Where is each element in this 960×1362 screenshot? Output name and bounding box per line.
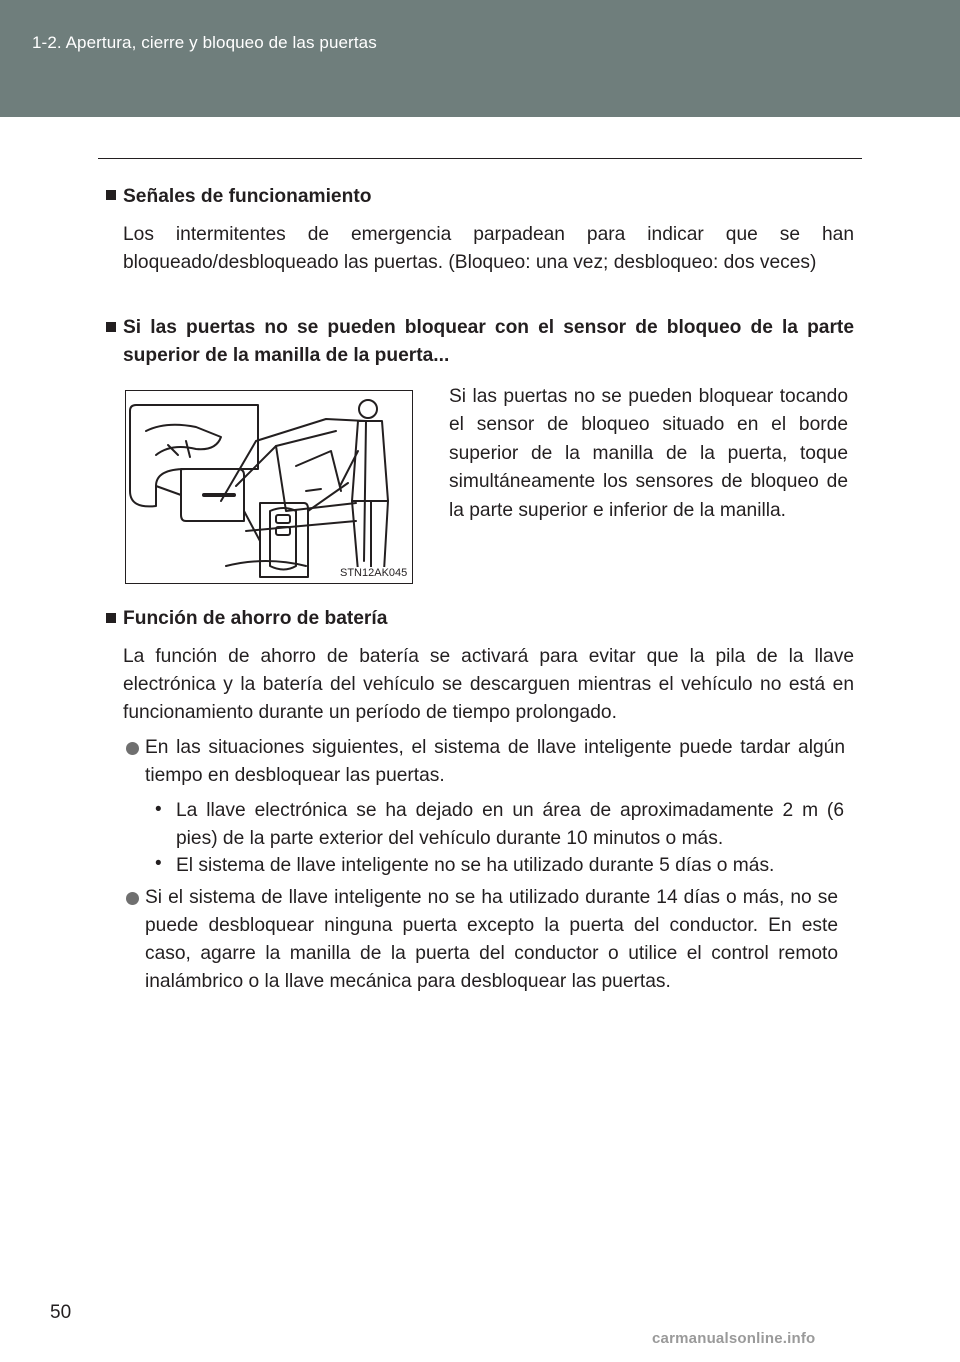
battery-bullet-1: En las situaciones siguientes, el sistema de llave inteligente puede tardar algún tiempo en desbloquear las puertas. xyxy=(145,737,845,786)
round-bullet-icon xyxy=(126,742,139,755)
page-header xyxy=(0,0,960,117)
figure-code-label: STN12AK045 xyxy=(340,567,408,579)
battery-subitem-1: La llave electrónica se ha dejado en un área de aproximadamente 2 m (6 pies) de la parte exterior del vehículo durante 10 minutos o más. xyxy=(176,800,844,849)
car-door-lock-drawing xyxy=(126,391,411,582)
page-number: 50 xyxy=(50,1302,72,1323)
round-bullet-icon xyxy=(126,892,139,905)
small-bullet-icon: • xyxy=(155,853,162,874)
small-bullet-icon: • xyxy=(155,799,162,820)
square-bullet-icon xyxy=(106,322,116,332)
section-heading-battery-saving: Función de ahorro de batería xyxy=(123,608,388,629)
header-rule xyxy=(98,158,862,159)
square-bullet-icon xyxy=(106,613,116,623)
watermark: carmanualsonline.info xyxy=(652,1330,816,1347)
door-lock-illustration xyxy=(125,390,413,584)
battery-subitem-2: El sistema de llave inteligente no se ha utilizado durante 5 días o más. xyxy=(176,855,775,876)
battery-saving-body: La función de ahorro de batería se activará para evitar que la pila de la llave electrónica y la batería del vehículo se descarguen mientras el vehículo no está en funcionamiento durante un período de tiempo prolongado. xyxy=(123,646,854,723)
square-bullet-icon xyxy=(106,190,116,200)
lock-sensor-body: Si las puertas no se pueden bloquear tocando el sensor de bloqueo situado en el borde superior de la manilla de la puerta, toque simultáneamente los sensores de bloqueo de la parte superior e inferior de la manilla. xyxy=(449,386,848,521)
section-heading-lock-sensor: Si las puertas no se pueden bloquear con el sensor de bloqueo de la parte superior de la manilla de la puerta... xyxy=(123,317,854,366)
header-title: 1-2. Apertura, cierre y bloqueo de las puertas xyxy=(32,33,377,52)
section-heading-signals: Señales de funcionamiento xyxy=(123,186,372,207)
battery-bullet-2: Si el sistema de llave inteligente no se ha utilizado durante 14 días o más, no se puede desbloquear ninguna puerta excepto la puerta del conductor. En este caso, agarre la manilla de la puerta del conductor o utilice el control remoto inalámbrico o la llave mecánica para desbloquear las puertas. xyxy=(145,887,838,992)
section-body-signals: Los intermitentes de emergencia parpadean para indicar que se han bloqueado/desbloqueado las puertas. (Bloqueo: una vez; desbloqueo: dos veces) xyxy=(123,224,854,273)
